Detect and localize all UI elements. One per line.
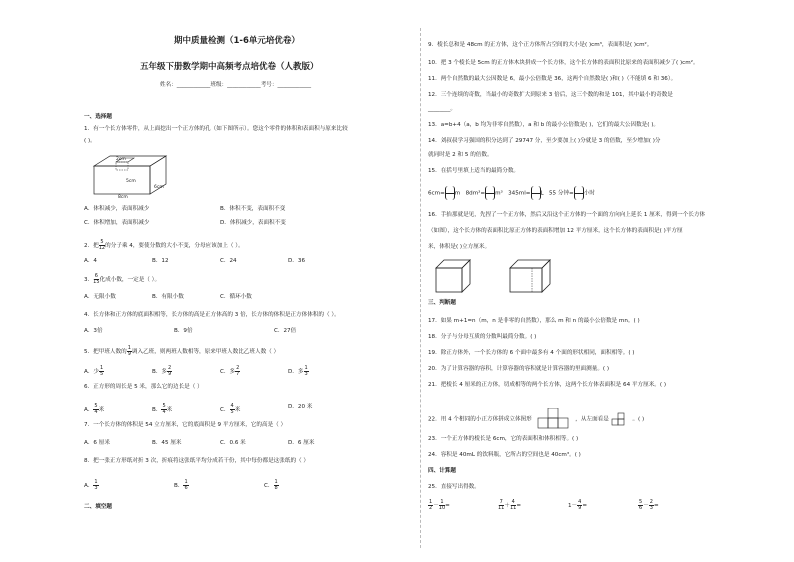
q1-option-a[interactable]: A．体积减少，表面积减少 (84, 206, 150, 212)
question-19: 19．除正方体外，一个长方体的 6 个面中最多有 4 个面的形状相同，面积相等。( ) (428, 350, 635, 356)
cube-figure (434, 258, 474, 294)
calc-item-2: $\frac{7}{11}$ ＋ $\frac{4}{11}$ = (498, 499, 522, 511)
q7-option-b[interactable]: B．45 厘米 (152, 440, 182, 446)
fraction-blank[interactable] (445, 186, 455, 200)
question-9: 9．棱长总和是 48cm 的正方体，这个正方体所占空间的大小是( )cm³，表面积是( )cm²。 (428, 42, 653, 48)
right-column (428, 0, 778, 562)
student-info-line: 姓名：____________班级：____________考号：____________ (160, 82, 312, 88)
q2-option-a[interactable]: A．4 (84, 258, 97, 264)
question-17: 17．如果 m+1=n（m，n 是非零的自然数），那么 m 和 n 的最小公倍数是 mn。( ) (428, 318, 640, 324)
fraction: $\frac{6}{15}$ (93, 273, 100, 285)
fig-label-side: 6cm (154, 185, 164, 190)
left-view-icon (611, 412, 631, 426)
q5-option-c[interactable]: C．多 $\frac{2}{7}$ (220, 365, 240, 377)
exam-title: 期中质量检测（1-6单元培优卷） (174, 36, 300, 46)
question-13: 13．a=b+4（a，b 均为非零自然数），a 和 b 的最小公倍数是( )，它们的最大公因数是( )。 (428, 122, 659, 128)
calc-item-3: 1－ $\frac{4}{9}$ = (568, 499, 588, 511)
q7-option-a[interactable]: A．6 厘米 (84, 440, 110, 446)
question-22: 22．用 4 个相同的小正方体拼成立体图形 ，从左面看是 。( ) (428, 408, 644, 430)
q5-option-b[interactable]: B．多 $\frac{2}{9}$ (152, 365, 172, 377)
fraction-blank[interactable] (574, 186, 584, 200)
q2-option-c[interactable]: C．24 (220, 258, 237, 264)
fig-label-mid: 5cm (126, 179, 136, 184)
q4-option-a[interactable]: A．3倍 (84, 328, 103, 334)
fraction: $\frac{1}{9}$ (127, 345, 131, 357)
fraction: $\frac{5}{12}$ (98, 239, 106, 251)
q8-option-b[interactable]: B． $\frac{1}{6}$ (174, 479, 188, 491)
q3-option-c[interactable]: C．循环小数 (220, 294, 252, 300)
question-21: 21．把棱长 4 厘米的正方体，切成相等的两个长方体，这两个长方体表面积是 64 平方厘米。( ) (428, 382, 667, 388)
question-3: 3． $\frac{6}{15}$ 化成小数，一定是（ ）。 (84, 273, 161, 285)
section-calc-title: 四、计算题 (428, 468, 456, 474)
calc-item-1: $\frac{1}{2}$ － $\frac{1}{10}$ = (429, 499, 450, 511)
q7-option-d[interactable]: D．6 厘米 (288, 440, 315, 446)
calc-item-4: $\frac{5}{6}$ － $\frac{2}{3}$ = (639, 499, 659, 511)
q1-option-d[interactable]: D．体积减少，表面积不变 (220, 220, 286, 226)
cuboid-figure (508, 258, 554, 294)
left-column (84, 0, 414, 562)
question-6: 6．正方形的周长是 5 米，那么它的边长是（ ） (84, 384, 203, 390)
question-10: 10．把 3 个棱长是 5cm 的正方体木块拼成一个长方体，这个长方体的表面积比原来的表面积减少了( )cm²。 (428, 60, 699, 66)
fig-label-top: 2cm (116, 157, 126, 162)
question-7: 7．一个长方体的体积是 54 立方厘米，它的底面积是 9 平方厘米，它的高是（ ） (84, 422, 287, 428)
q4-option-c[interactable]: C．27倍 (274, 328, 297, 334)
q6-option-a[interactable]: A． $\frac{5}{4}$ 米 (84, 403, 105, 415)
q6-option-d[interactable]: D．20 米 (288, 404, 313, 410)
section-choice-title: 一、选择题 (84, 114, 112, 120)
question-15: 15．在括号里填上适当的最简分数。 (428, 168, 520, 174)
q6-option-c[interactable]: C． $\frac{4}{5}$ 米 (220, 403, 241, 415)
q2-option-d[interactable]: D．36 (288, 258, 306, 264)
q8-option-a[interactable]: A． $\frac{1}{3}$ (84, 479, 98, 491)
fraction-blank[interactable] (485, 186, 495, 200)
question-12-blank[interactable]: ________。 (428, 106, 456, 112)
question-11: 11．两个自然数的最大公因数是 6，最小公倍数是 36，这两个自然数是( )和( )（不能填 6 和 36）。 (428, 76, 677, 82)
q3-option-a[interactable]: A．无限小数 (84, 294, 116, 300)
question-2: 2．把 $\frac{5}{12}$ 的分子乘 4，要使分数的大小不变，分母应该加上（ ）。 (84, 239, 244, 251)
question-23: 23．一个正方体的棱长是 6cm，它的表面积和体积相等。( ) (428, 436, 579, 442)
fig-label-bottom: 8cm (118, 195, 128, 200)
q8-option-c[interactable]: C． $\frac{1}{8}$ (264, 479, 278, 491)
question-16: 16．手抬那就是见，先捏了一个正方体，然后又沿这个正方体的一个面的方向向上延长 1 厘米，得到一个长方体 (428, 212, 706, 218)
cuboid-hole-figure (90, 150, 180, 200)
q5-option-a[interactable]: A．少 $\frac{1}{5}$ (84, 365, 104, 377)
q7-option-c[interactable]: C．0.6 米 (220, 440, 246, 446)
q15-blanks-row: 6cm= m 8dm³= m³ 345ml= L 55 分钟= 小时 (428, 186, 595, 201)
question-4: 4．长方体和正方体的底面积相等，长方体的高是正方体高的 3 倍，长方体的体积是正方体体积的（ ）。 (84, 312, 340, 318)
section-fill-title: 二、填空题 (84, 504, 112, 510)
question-16-cont2: 米，体积是( )立方厘米。 (428, 244, 491, 250)
stacked-cubes-icon (534, 408, 574, 430)
question-18: 18．分子与分母互质的分数叫最简分数。( ) (428, 334, 537, 340)
q1-option-b[interactable]: B．体积不变，表面积不变 (220, 206, 286, 212)
question-14-cont: 就同时是 2 和 5 的倍数。 (428, 152, 493, 158)
q3-option-b[interactable]: B．有限小数 (152, 294, 184, 300)
column-divider (420, 28, 421, 548)
question-8: 8．把一张正方形纸对折 3 次，折痕将这张纸平均分成若干份，其中每份都是这张纸的（ ） (84, 458, 310, 464)
question-16-cont: （如图），这个长方体的表面积比原正方体的表面积增加 12 平方厘米，这个长方体的表面积是( )平方厘 (428, 228, 683, 234)
question-1-cont: ( )。 (84, 138, 96, 144)
section-judge-title: 三、判断题 (428, 300, 456, 306)
question-12: 12．三个连续的奇数，当最小的奇数扩大到原来 3 倍后，这三个数的和是 101，其中最小的奇数是 (428, 92, 673, 98)
question-5: 5．把甲班人数的 $\frac{1}{9}$ 调入乙班，则两班人数相等，原来甲班人数比乙班人数（ ） (84, 345, 280, 357)
exam-subtitle: 五年级下册数学期中高频考点培优卷（人教版） (140, 62, 319, 72)
q4-option-b[interactable]: B．9倍 (174, 328, 193, 334)
q1-option-c[interactable]: C．体积增加，表面积减少 (84, 220, 150, 226)
fraction-blank[interactable] (531, 186, 541, 200)
q5-option-d[interactable]: D．多 $\frac{1}{3}$ (288, 365, 308, 377)
question-20: 20．为了计算容器的容积，计算容器的容积就是计算容器的里面测量。( ) (428, 366, 610, 372)
question-1: 1．有一个长方体零件，从上面挖出一个正方体的孔（如下图所示）。您这个零件的体积和表面积与原来比较 (84, 126, 348, 132)
question-14: 14．刘叔叔学习强国的积分达到了 29747 分，至少要加上( )分就是 3 的倍数，至少增加( )分 (428, 138, 661, 144)
question-25: 25．直接写出得数。 (428, 484, 480, 490)
q6-option-b[interactable]: B． $\frac{5}{4}$ 米 (152, 403, 173, 415)
q2-option-b[interactable]: B．12 (152, 258, 169, 264)
question-24: 24．容积是 40mL 的饮料瓶，它所占的空间也是 40cm³。( ) (428, 452, 581, 458)
